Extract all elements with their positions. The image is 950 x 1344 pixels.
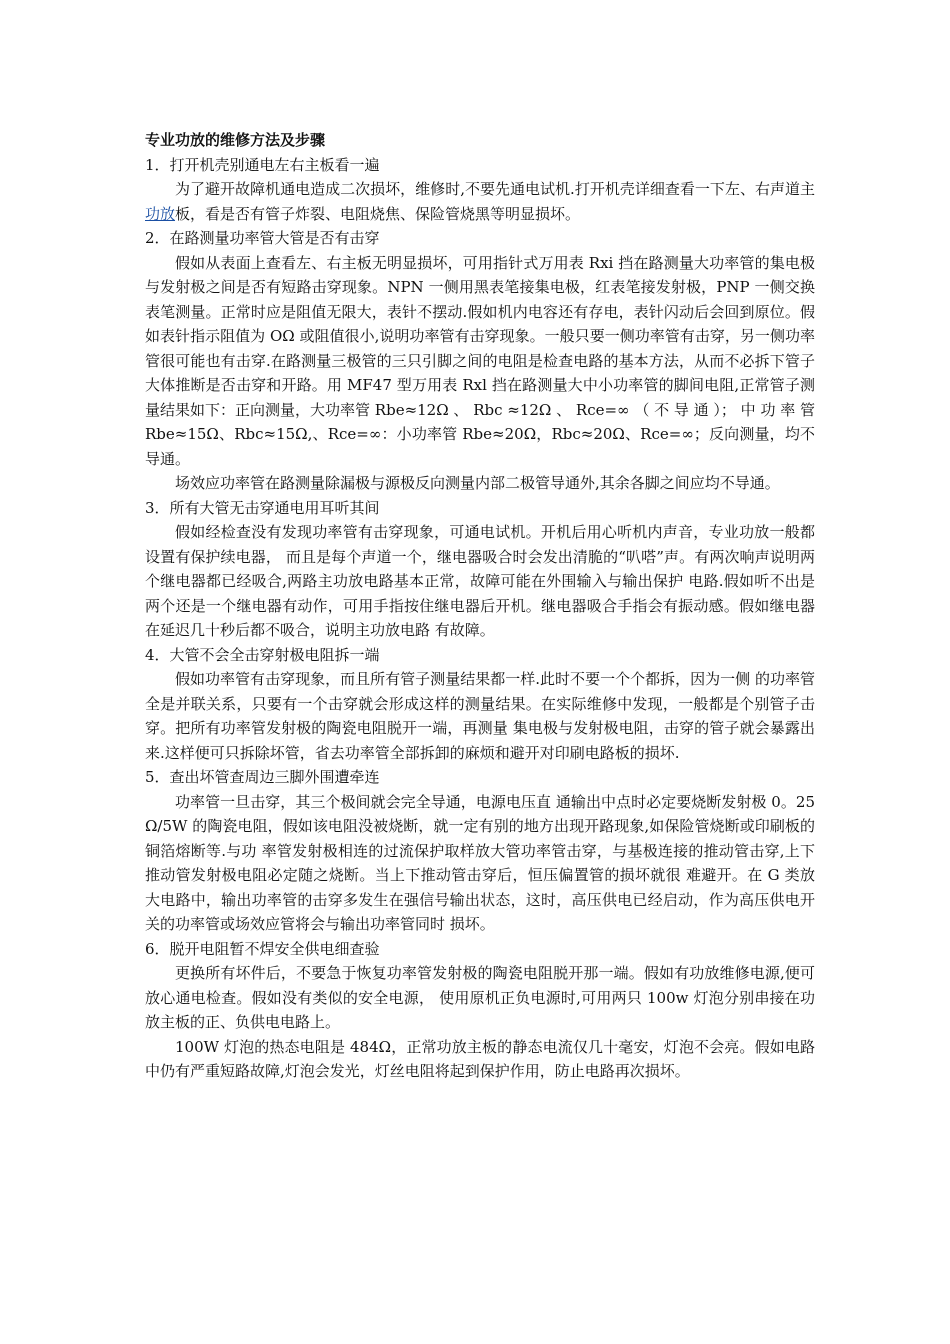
paragraph-5-1: 功率管一旦击穿，其三个极间就会完全导通，电源电压直 通输出中点时必定要烧断发射极 0。25Ω/5W 的陶瓷电阻，假如该电阻没被烧断，就一定有别的地方出现开路现象,如保险管烧断或印刷板的铜箔熔断等.与功 率管发射极相连的过流保护取样放大管功率管击穿，与基极连接的推动管击穿,上下推动管发射极电阻必定随之烧断。当上下推动管击穿后，恒压偏置管的损坏就很 难避开。在 G 类放大电路中，输出功率管的击穿多发生在强信号输出状态，这时，高压供电已经启动，作为高压供电开关的功率管或场效应管将会与输出功率管同时 损坏。 bbox=[145, 792, 815, 933]
paragraph-text: 为了避开故障机通电造成二次损坏，维修时,不要先通电试机.打开机壳详细查看一下左、右声道主 bbox=[175, 180, 815, 198]
amplifier-link[interactable]: 功放 bbox=[145, 204, 176, 223]
paragraph-3-1: 假如经检查没有发现功率管有击穿现象，可通电试机。开机后用心听机内声音，专业功放一般都设置有保护续电器， 而且是每个声道一个，继电器吸合时会发出清脆的“叭嗒”声。有两次响声说明两个继电器都已经吸合,两路主功放电路基本正常，故障可能在外围输入与输出保护 电路.假如听不出是两个还是一个继电器有动作，可用手指按住继电器后开机。继电器吸合手指会有振动感。假如继电器在延迟几十秒后都不吸合，说明主功放电路 有故障。 bbox=[145, 523, 815, 639]
section-heading-2: 2．在路测量功率管大管是否有击穿 bbox=[145, 229, 380, 247]
paragraph-1-1 bbox=[145, 177, 815, 226]
paragraph-6-1: 更换所有坏件后，不要急于恢复功率管发射极的陶瓷电阻脱开那一端。假如有功放维修电源,便可放心通电检查。假如没有类似的安全电源， 使用原机正负电源时,可用两只 100w 灯泡分别串接在功放主板的正、负供电电路上。 bbox=[145, 964, 815, 1031]
section-heading-6: 6．脱开电阻暂不焊安全供电细查验 bbox=[145, 939, 380, 958]
section-heading-4: 4．大管不会全击穿射极电阻拆一端 bbox=[145, 645, 380, 664]
document-title: 专业功放的维修方法及步骤 bbox=[145, 131, 326, 149]
paragraph-text: 板，看是否有管子炸裂、电阻烧焦、保险管烧黑等明显损坏。 bbox=[175, 204, 581, 223]
paragraph-2-1: 假如从表面上查看左、右主板无明显损坏，可用指针式万用表 Rxi 挡在路测量大功率管的集电极与发射极之间是否有短路击穿现象。NPN 一侧用黑表笔接集电极，红表笔接发射极，PNP 一侧交换表笔测量。正常时应是阻值无限大，表针不摆动.假如机内电容还有存电，表针闪动后会回到原位。假如表针指示阻值为 OΩ 或阻值很小,说明功率管有击穿现象。一般只要一侧功率管有击穿，另一侧功率管很可能也有击穿.在路测量三极管的三只引脚之间的电阻是检查电路的基本方法，从而不必拆下管子大体推断是否击穿和开路。用 MF47 型万用表 Rxl 挡在路测量大中小功率管的脚间电阻,正常管子测量结果如下：正向测量，大功率管 Rbe≈12Ω 、 Rbc ≈12Ω 、 Rce=∞ （ 不 导 通 ）； 中 功 率 管 Rbe≈15Ω、Rbc≈15Ω,、Rce=∞：小功率管 Rbe≈20Ω，Rbc≈20Ω、Rce=∞；反向测量，均不导通。 bbox=[145, 253, 815, 468]
paragraph-4-1: 假如功率管有击穿现象，而且所有管子测量结果都一样.此时不要一个个都拆，因为一侧 的功率管全是并联关系，只要有一个击穿就会形成这样的测量结果。在实际维修中发现，一般都是个别管子击穿。把所有功率管发射极的陶瓷电阻脱开一端，再测量 集电极与发射极电阻，击穿的管子就会暴露出来.这样便可只拆除坏管，省去功率管全部拆卸的麻烦和避开对印刷电路板的损坏. bbox=[145, 670, 815, 762]
paragraph-6-2: 100W 灯泡的热态电阻是 484Ω，正常功放主板的静态电流仅几十毫安，灯泡不会亮。假如电路中仍有严重短路故障,灯泡会发光，灯丝电阻将起到保护作用，防止电路再次损坏。 bbox=[145, 1037, 815, 1080]
section-heading-3: 3．所有大管无击穿通电用耳听其间 bbox=[145, 498, 380, 517]
section-heading-5: 5．查出坏管查周边三脚外围遭牵连 bbox=[145, 768, 380, 786]
paragraph-2-2: 场效应功率管在路测量除漏极与源极反向测量内部二极管导通外,其余各脚之间应均不导通。 bbox=[175, 474, 780, 492]
document-page bbox=[145, 128, 815, 1084]
section-heading-1: 1．打开机壳别通电左右主板看一遍 bbox=[145, 155, 380, 174]
